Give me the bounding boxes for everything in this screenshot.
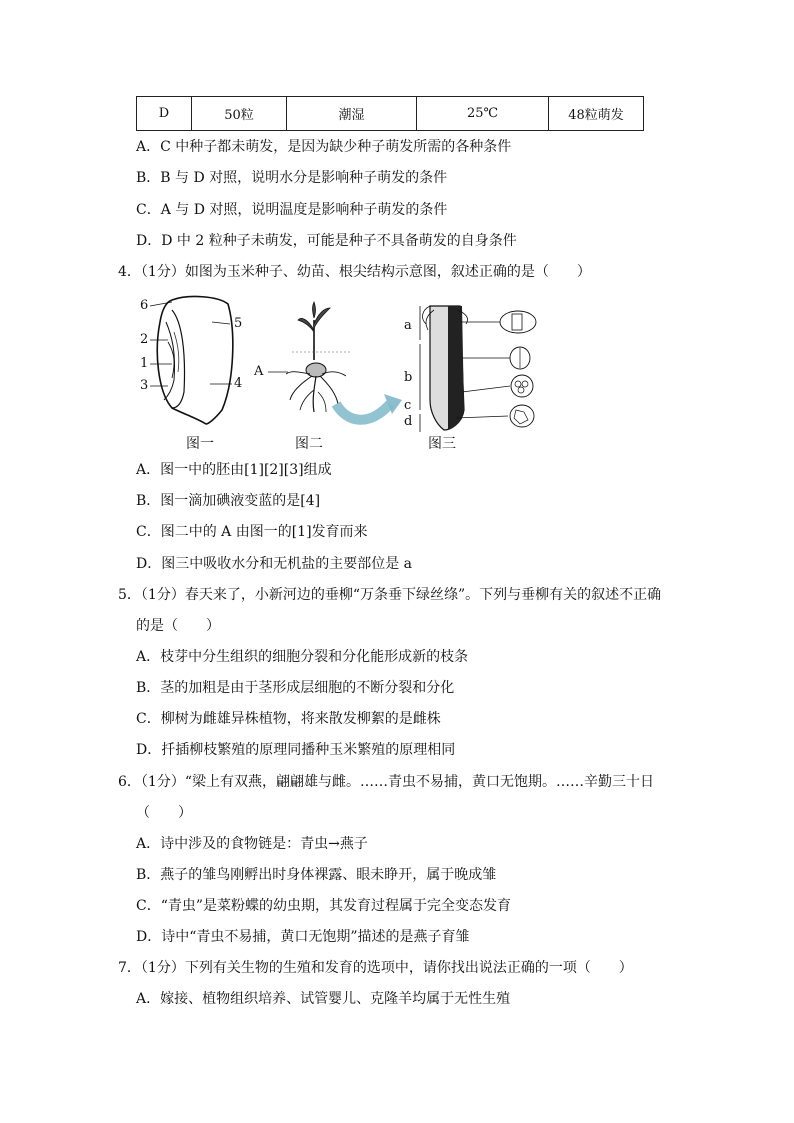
- seedling-drawing: [252, 300, 402, 430]
- q4-stem: 4．（1分）如图为玉米种子、幼苗、根尖结构示意图，叙述正确的是（ ）: [118, 264, 591, 280]
- fig1-label-6: 6: [140, 298, 149, 313]
- q5-option-c: C．柳树为雌雄异株植物，将来散发柳絮的是雌株: [136, 711, 441, 727]
- q4-option-c: C．图二中的 A 由图一的[1]发育而来: [136, 524, 368, 540]
- q5-option-a: A．枝芽中分生组织的细胞分裂和分化能形成新的枝条: [136, 649, 469, 665]
- q3-option-d: D．D 中 2 粒种子未萌发，可能是种子不具备萌发的自身条件: [136, 233, 517, 249]
- caption-figure-1: 图一: [186, 436, 214, 452]
- q5-stem-line2: 的是（ ）: [136, 618, 220, 634]
- figure-seedling: [252, 300, 402, 430]
- q6-option-b: B．燕子的雏鸟刚孵出时身体裸露、眼未睁开，属于晚成雏: [136, 867, 497, 883]
- fig3-label-b: b: [404, 370, 413, 385]
- caption-figure-2: 图二: [295, 436, 323, 452]
- table-cell: D: [137, 97, 192, 131]
- q5-option-b: B．茎的加粗是由于茎形成层细胞的不断分裂和分化: [136, 680, 455, 696]
- experiment-table: [136, 96, 644, 131]
- table-cell: 25℃: [417, 97, 549, 131]
- fig1-label-1: 1: [140, 356, 149, 371]
- figure-corn-seed: [138, 292, 248, 432]
- q4-option-b: B．图一滴加碘液变蓝的是[4]: [136, 493, 321, 509]
- q6-stem-line1: 6．（1分）“梁上有双燕，翩翩雄与雌。……青虫不易捕，黄口无饱期。……辛勤三十日: [118, 774, 654, 790]
- q4-option-a: A．图一中的胚由[1][2][3]组成: [136, 462, 332, 478]
- caption-figure-3: 图三: [428, 436, 456, 452]
- q6-option-d: D．诗中“青虫不易捕，黄口无饱期”描述的是燕子育雏: [136, 929, 470, 945]
- table-cell: 48粒萌发: [549, 97, 644, 131]
- q6-stem-line2: （ ）: [136, 805, 192, 821]
- table-row: [137, 97, 644, 131]
- table-cell: 潮湿: [287, 97, 417, 131]
- root-tip-drawing: [400, 300, 550, 434]
- q7-stem: 7．（1分）下列有关生物的生殖和发育的选项中，请你找出说法正确的一项（ ）: [118, 960, 633, 976]
- q6-option-a: A．诗中涉及的食物链是：青虫→燕子: [136, 836, 368, 852]
- fig3-label-a: a: [404, 318, 412, 333]
- q7-option-a: A．嫁接、植物组织培养、试管婴儿、克隆羊均属于无性生殖: [136, 991, 511, 1007]
- fig1-label-3: 3: [140, 378, 149, 393]
- q4-option-d: D．图三中吸收水分和无机盐的主要部位是 a: [136, 556, 413, 572]
- corn-seed-drawing: [138, 292, 248, 432]
- figure-root-tip: [400, 300, 550, 434]
- q3-option-b: B．B 与 D 对照，说明水分是影响种子萌发的条件: [136, 170, 448, 186]
- fig3-label-c: c: [404, 398, 412, 413]
- table-cell: 50粒: [192, 97, 287, 131]
- fig3-label-d: d: [404, 414, 413, 429]
- fig1-label-5: 5: [234, 316, 243, 331]
- q3-option-a: A．C 中种子都未萌发，是因为缺少种子萌发所需的各种条件: [136, 139, 512, 155]
- q3-option-c: C．A 与 D 对照，说明温度是影响种子萌发的条件: [136, 202, 448, 218]
- q5-option-d: D．扦插柳枝繁殖的原理同播种玉米繁殖的原理相同: [136, 742, 456, 758]
- q5-stem-line1: 5．（1分）春天来了，小新河边的垂柳“万条垂下绿丝绦”。下列与垂柳有关的叙述不正确: [118, 587, 662, 603]
- fig1-label-2: 2: [140, 332, 149, 347]
- fig1-label-4: 4: [234, 376, 243, 391]
- fig2-label-a: A: [254, 364, 264, 379]
- q6-option-c: C．“青虫”是菜粉蝶的幼虫期，其发育过程属于完全变态发育: [136, 898, 512, 914]
